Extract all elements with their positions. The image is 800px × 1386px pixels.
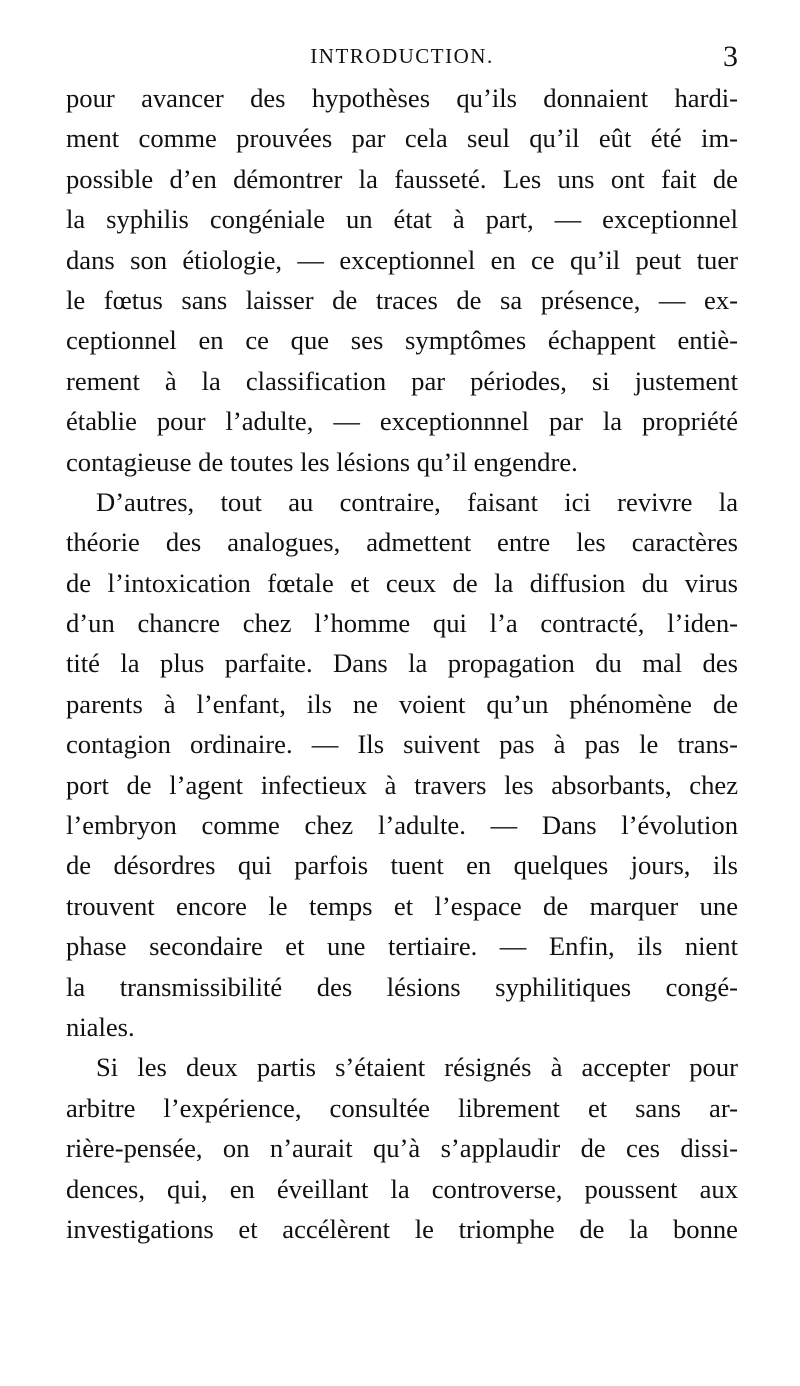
text-line: trouvent encore le temps et l’espace de marquer une: [66, 890, 738, 921]
text-line: le fœtus sans laisser de traces de sa présence, — ex-: [66, 284, 738, 315]
text-line: arbitre l’expérience, consultée librement et sans ar-: [66, 1092, 738, 1123]
running-head: [66, 40, 738, 76]
text-line: contagieuse de toutes les lésions qu’il engendre.: [66, 446, 578, 477]
text-line: ceptionnel en ce que ses symptômes échappent entiè-: [66, 325, 738, 356]
text-line: de désordres qui parfois tuent en quelques jours, ils: [66, 850, 738, 881]
text-line: phase secondaire et une tertiaire. — Enfin, ils nient: [66, 931, 738, 962]
text-line: D’autres, tout au contraire, faisant ici revivre la: [96, 486, 738, 517]
running-title: INTRODUCTION.: [310, 44, 494, 68]
text-line: port de l’agent infectieux à travers les absorbants, chez: [66, 769, 738, 800]
text-line: tité la plus parfaite. Dans la propagation du mal des: [66, 648, 738, 679]
text-line: d’un chancre chez l’homme qui l’a contracté, l’iden-: [66, 608, 738, 639]
body-text: [66, 78, 738, 1249]
text-line: parents à l’enfant, ils ne voient qu’un phénomène de: [66, 688, 738, 719]
text-line: dences, qui, en éveillant la controverse, poussent aux: [66, 1173, 738, 1204]
text-line: l’embryon comme chez l’adulte. — Dans l’évolution: [66, 810, 738, 841]
text-line: pour avancer des hypothèses qu’ils donnaient hardi-: [66, 83, 738, 113]
text-line: ment comme prouvées par cela seul qu’il eût été im-: [66, 123, 738, 154]
text-line: établie pour l’adulte, — exceptionnnel par la propriété: [66, 406, 738, 437]
text-line: rement à la classification par périodes, si justement: [66, 365, 738, 396]
text-line: niales.: [66, 1011, 135, 1042]
text-line: possible d’en démontrer la fausseté. Les uns ont fait de: [66, 163, 738, 194]
text-line: rière-pensée, on n’aurait qu’à s’applaudir de ces dissi-: [66, 1133, 738, 1164]
text-line: contagion ordinaire. — Ils suivent pas à pas le trans-: [66, 729, 738, 760]
text-line: investigations et accélèrent le triomphe de la bonne: [66, 1213, 738, 1244]
text-line: Si les deux partis s’étaient résignés à accepter pour: [96, 1052, 738, 1083]
text-line: la syphilis congéniale un état à part, — exceptionnel: [66, 204, 738, 235]
page-number: 3: [723, 40, 738, 73]
text-line: de l’intoxication fœtale et ceux de la diffusion du virus: [66, 567, 738, 598]
text-line: dans son étiologie, — exceptionnel en ce qu’il peut tuer: [66, 244, 738, 275]
text-line: théorie des analogues, admettent entre les caractères: [66, 527, 738, 558]
text-line: la transmissibilité des lésions syphilitiques congé-: [66, 971, 738, 1002]
